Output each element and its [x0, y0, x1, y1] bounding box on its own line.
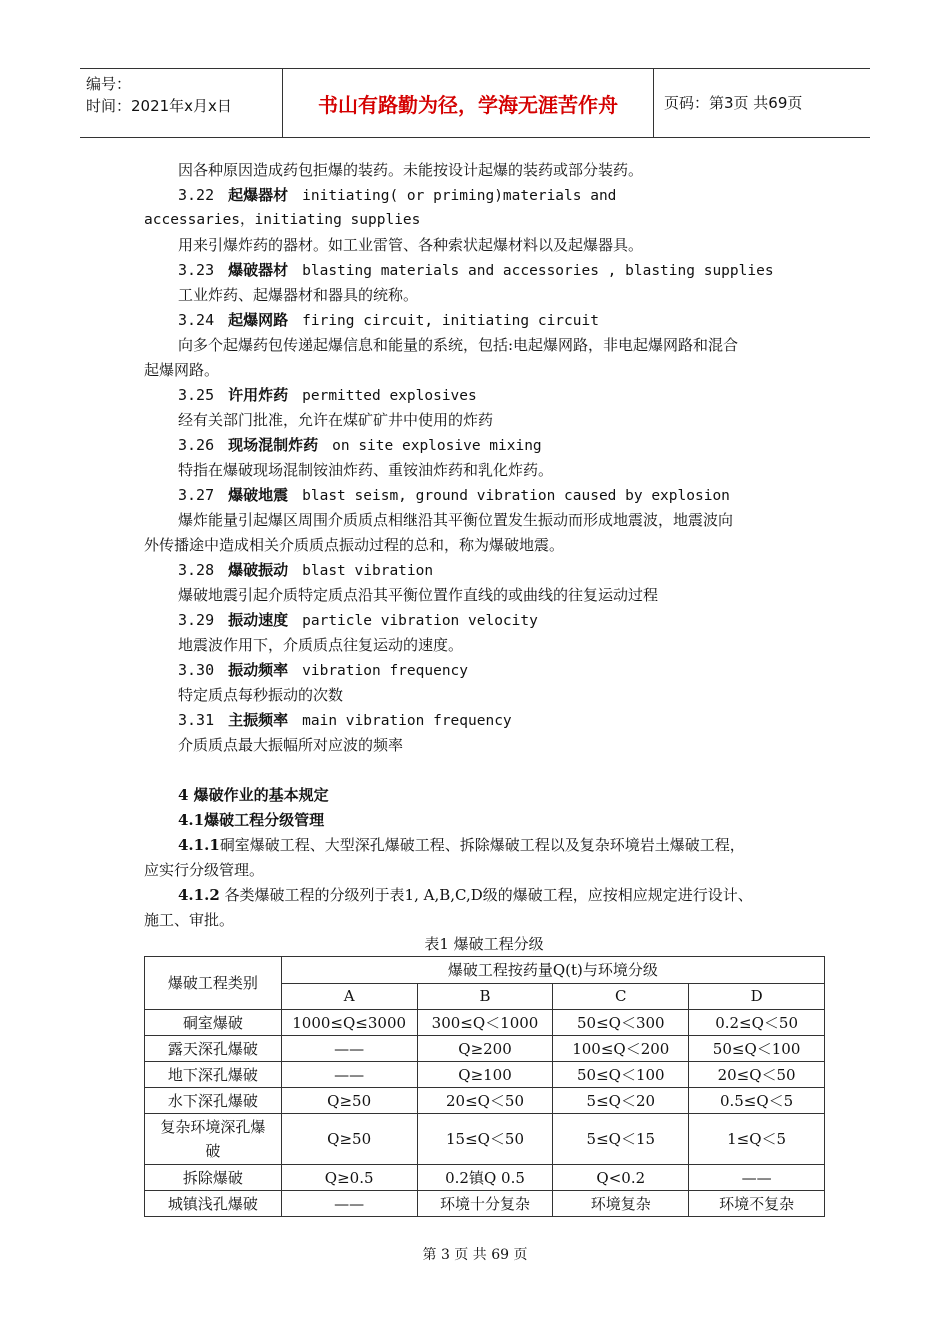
- table-row: [145, 1088, 825, 1114]
- term-english: blast vibration: [302, 563, 434, 579]
- table-cell: 环境复杂: [553, 1191, 689, 1217]
- table-cell: ——: [689, 1165, 825, 1191]
- paragraph-continued: 应实行分级管理。: [144, 861, 265, 879]
- table-cell: 0.2镇Q 0.5: [417, 1165, 553, 1191]
- table-header-cell: 爆破工程按药量Q(t)与环境分级: [281, 957, 824, 984]
- doc-number-label: 编号：: [86, 75, 132, 93]
- table-row: [145, 1036, 825, 1062]
- term-3-31: [144, 708, 824, 733]
- term-chinese: 爆破振动: [228, 561, 289, 579]
- term-number: 3.30: [178, 661, 215, 679]
- table-cell: 50≤Q＜300: [553, 1010, 689, 1036]
- term-english: main vibration frequency: [302, 713, 512, 729]
- term-english: vibration frequency: [302, 663, 469, 679]
- term-chinese: 主振频率: [228, 711, 289, 729]
- definition: 向多个起爆药包传递起爆信息和能量的系统，包括:电起爆网路，非电起爆网路和混合: [178, 336, 739, 354]
- table-cell: Q≥50: [281, 1114, 417, 1165]
- term-chinese: 现场混制炸药: [228, 436, 319, 454]
- clause-text: 各类爆破工程的分级列于表1, A,B,C,D级的爆破工程，应按相应规定进行设计、: [219, 886, 753, 904]
- term-3-22: [144, 183, 824, 208]
- term-chinese: 振动频率: [228, 661, 289, 679]
- paragraph-4-1-2: [144, 883, 824, 908]
- header-motto: 书山有路勤为径，学海无涯苦作舟: [318, 93, 618, 117]
- term-english: particle vibration velocity: [302, 613, 538, 629]
- term-chinese: 振动速度: [228, 611, 289, 629]
- table-cell: 5≤Q＜15: [553, 1114, 689, 1165]
- table-cell: Q≥100: [417, 1062, 553, 1088]
- definition: 介质质点最大振幅所对应波的频率: [178, 736, 404, 754]
- table-cell: ——: [281, 1191, 417, 1217]
- paragraph-4-1-1: [144, 833, 824, 858]
- term-number: 3.27: [178, 486, 215, 504]
- term-english: blasting materials and accessories , blasting supplies: [302, 263, 774, 279]
- term-chinese: 爆破地震: [228, 486, 289, 504]
- term-english-continued: accessaries，initiating supplies: [144, 212, 421, 228]
- table-cell-type: 拆除爆破: [145, 1165, 282, 1191]
- table-cell-type: 地下深孔爆破: [145, 1062, 282, 1088]
- blasting-classification-table: [144, 956, 825, 1217]
- definition: 爆炸能量引起爆区周围介质质点相继沿其平衡位置发生振动而形成地震波，地震波向: [178, 511, 734, 529]
- term-3-27: [144, 483, 824, 508]
- table-header-cell: 爆破工程类别: [145, 957, 282, 1010]
- header-divider: [653, 69, 654, 137]
- definition: 用来引爆炸药的器材。如工业雷管、各种索状起爆材料以及起爆器具。: [178, 236, 644, 254]
- term-number: 3.28: [178, 561, 215, 579]
- table-cell: 5≤Q＜20: [553, 1088, 689, 1114]
- term-chinese: 起爆网路: [228, 311, 289, 329]
- definition: 工业炸药、起爆器材和器具的统称。: [178, 286, 419, 304]
- paragraph-continued: 施工、审批。: [144, 911, 235, 929]
- header-meta: [86, 73, 282, 117]
- definition: 地震波作用下，介质质点往复运动的速度。: [178, 636, 464, 654]
- table-cell: 100≤Q＜200: [553, 1036, 689, 1062]
- paragraph: 因各种原因造成药包拒爆的装药。未能按设计起爆的装药或部分装药。: [178, 161, 644, 179]
- term-3-23: [144, 258, 824, 283]
- term-number: 3.25: [178, 386, 215, 404]
- table-cell: ——: [281, 1062, 417, 1088]
- spacer: [144, 758, 824, 783]
- section-heading-4: 4 爆破作业的基本规定: [178, 786, 329, 804]
- clause-number: 4.1.1: [178, 836, 220, 854]
- table-cell: 0.2≤Q＜50: [689, 1010, 825, 1036]
- term-3-28: [144, 558, 824, 583]
- term-number: 3.29: [178, 611, 215, 629]
- table-caption: 表1 爆破工程分级: [424, 935, 544, 953]
- table-cell: Q≥200: [417, 1036, 553, 1062]
- table-cell-type: 水下深孔爆破: [145, 1088, 282, 1114]
- table-cell: ——: [281, 1036, 417, 1062]
- definition-continued: 外传播途中造成相关介质质点振动过程的总和，称为爆破地震。: [144, 536, 565, 554]
- term-chinese: 许用炸药: [228, 386, 289, 404]
- table-row: [145, 1010, 825, 1036]
- doc-time-label: 时间：2021年x月x日: [86, 97, 232, 115]
- term-number: 3.24: [178, 311, 215, 329]
- table-cell: 50≤Q＜100: [553, 1062, 689, 1088]
- table-row: [145, 1114, 825, 1165]
- table-cell: Q≥50: [281, 1088, 417, 1114]
- table-header-row: [145, 957, 825, 984]
- table-cell: Q≥0.5: [281, 1165, 417, 1191]
- table-cell: 1≤Q＜5: [689, 1114, 825, 1165]
- table-row: [145, 1165, 825, 1191]
- header-page-number: 页码：第3页 共69页: [664, 94, 803, 112]
- term-english: on site explosive mixing: [332, 438, 542, 454]
- term-english: permitted explosives: [302, 388, 477, 404]
- definition: 爆破地震引起介质特定质点沿其平衡位置作直线的或曲线的往复运动过程: [178, 586, 659, 604]
- page-footer: 第 3 页 共 69 页: [422, 1247, 528, 1263]
- definition: 特指在爆破现场混制铵油炸药、重铵油炸药和乳化炸药。: [178, 461, 554, 479]
- table-cell-type: 露天深孔爆破: [145, 1036, 282, 1062]
- term-number: 3.26: [178, 436, 215, 454]
- table-cell: 1000≤Q≤3000: [281, 1010, 417, 1036]
- clause-number: 4.1.2: [178, 886, 220, 904]
- table-cell: Q<0.2: [553, 1165, 689, 1191]
- term-number: 3.23: [178, 261, 215, 279]
- table-header-cell: D: [689, 983, 825, 1010]
- table-header-cell: C: [553, 983, 689, 1010]
- table-cell-type: 城镇浅孔爆破: [145, 1191, 282, 1217]
- table-header-cell: B: [417, 983, 553, 1010]
- table-cell: 300≤Q＜1000: [417, 1010, 553, 1036]
- term-english: initiating( or priming)materials and: [302, 188, 617, 204]
- table-row: [145, 1062, 825, 1088]
- table-cell: 20≤Q＜50: [689, 1062, 825, 1088]
- term-3-30: [144, 658, 824, 683]
- table-cell: 15≤Q＜50: [417, 1114, 553, 1165]
- table-cell-type: [145, 1114, 282, 1165]
- term-number: 3.31: [178, 711, 215, 729]
- table-cell-type: 硐室爆破: [145, 1010, 282, 1036]
- table-cell: 0.5≤Q＜5: [689, 1088, 825, 1114]
- definition-continued: 起爆网路。: [144, 361, 220, 379]
- table-cell: 环境不复杂: [689, 1191, 825, 1217]
- section-heading-4-1: 4.1爆破工程分级管理: [178, 811, 325, 829]
- term-english: firing circuit, initiating circuit: [302, 313, 599, 329]
- term-3-24: [144, 308, 824, 333]
- term-chinese: 爆破器材: [228, 261, 289, 279]
- term-number: 3.22: [178, 186, 215, 204]
- table-cell: 50≤Q＜100: [689, 1036, 825, 1062]
- term-3-26: [144, 433, 824, 458]
- page-header: [80, 68, 870, 138]
- table-row: [145, 1191, 825, 1217]
- term-chinese: 起爆器材: [228, 186, 289, 204]
- term-english: blast seism, ground vibration caused by explosion: [302, 488, 730, 504]
- term-3-25: [144, 383, 824, 408]
- term-3-29: [144, 608, 824, 633]
- type-line: 复杂环境深孔爆: [160, 1118, 266, 1136]
- table-cell: 环境十分复杂: [417, 1191, 553, 1217]
- table-cell: 20≤Q＜50: [417, 1088, 553, 1114]
- definition: 经有关部门批准，允许在煤矿矿井中使用的炸药: [178, 411, 494, 429]
- clause-text: 硐室爆破工程、大型深孔爆破工程、拆除爆破工程以及复杂环境岩土爆破工程，: [219, 836, 745, 854]
- type-line: 破: [205, 1142, 221, 1160]
- table-header-cell: A: [281, 983, 417, 1010]
- definition: 特定质点每秒振动的次数: [178, 686, 344, 704]
- document-body: [144, 158, 824, 933]
